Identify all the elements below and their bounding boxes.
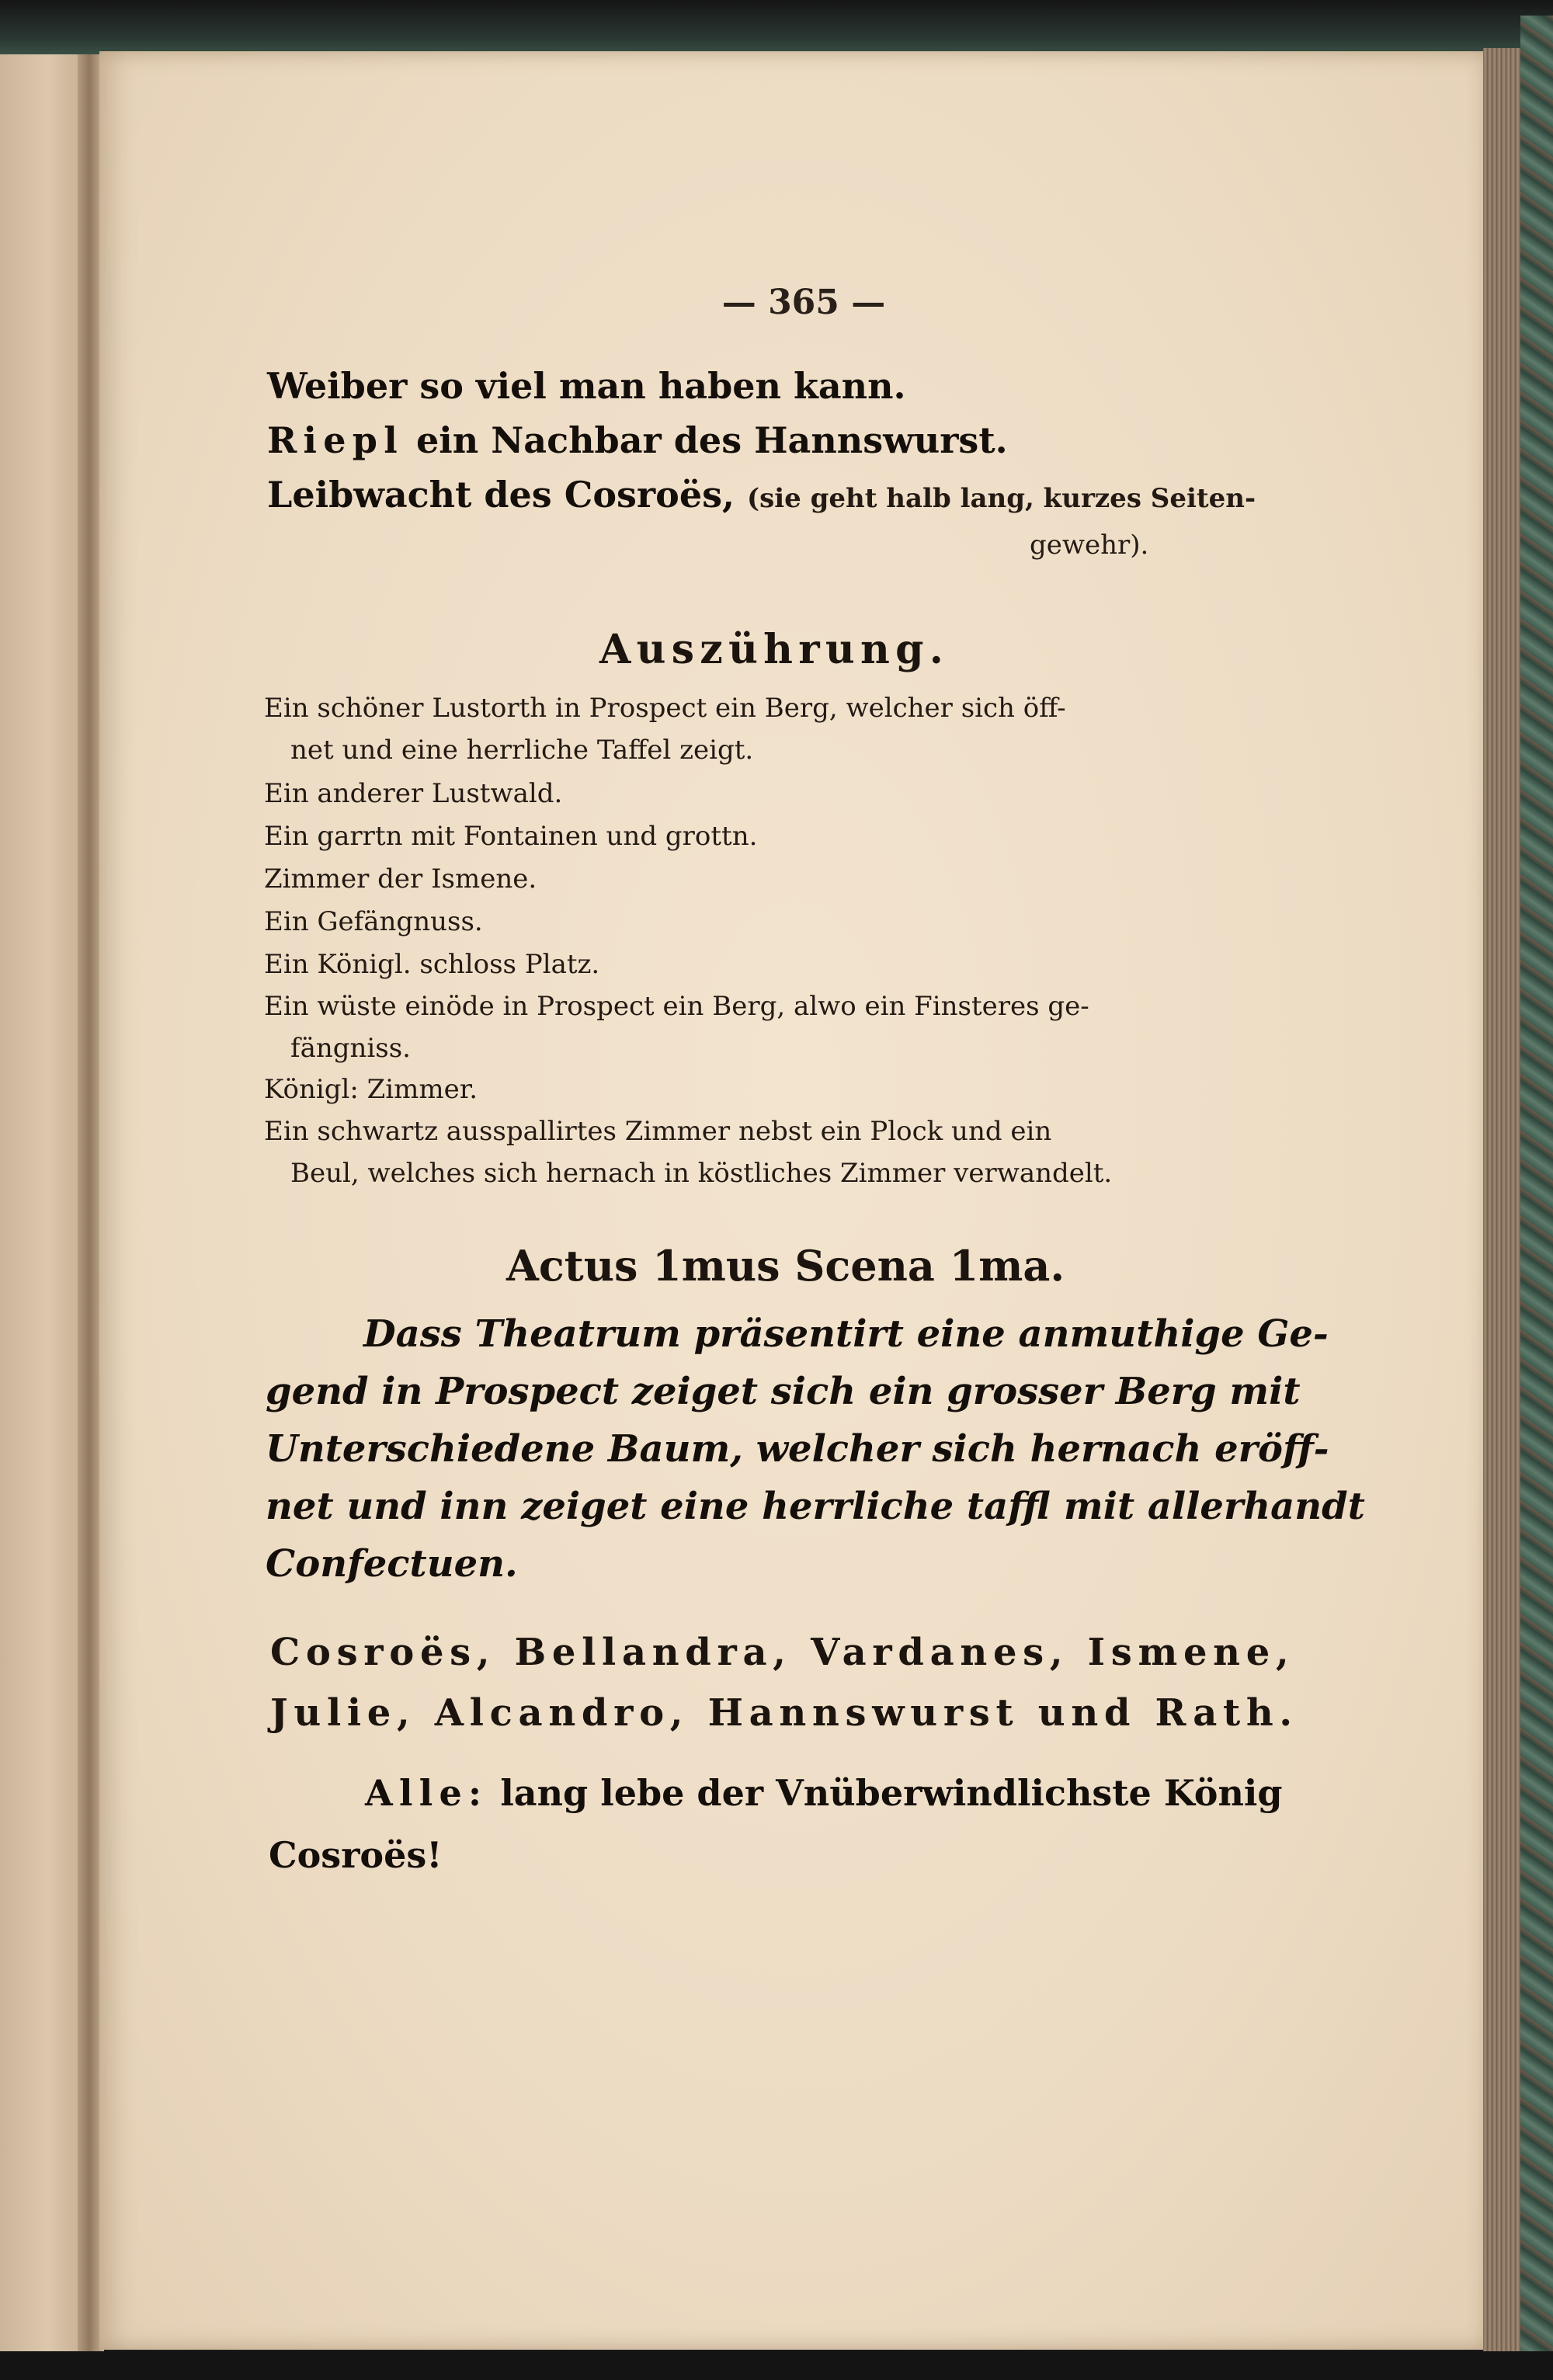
setting-item: Zimmer der Ismene.: [264, 863, 537, 895]
persona-note-cont: gewehr).: [1030, 530, 1149, 561]
setting-item: Königl: Zimmer.: [264, 1074, 478, 1105]
persona-desc: ein Nachbar des Hannswurst.: [416, 419, 1008, 461]
persona-note: (sie geht halb lang, kurzes Seiten-: [747, 483, 1256, 514]
scene-heading: Actus 1mus Scena 1ma.: [506, 1241, 1065, 1291]
scan-bottom-edge: [0, 2351, 1553, 2380]
left-page-edge: [0, 54, 87, 2353]
setting-item: Beul, welches sich hernach in köstliches Zimmer verwandelt.: [290, 1158, 1113, 1189]
dialogue-line-cont: Cosroës!: [269, 1834, 443, 1876]
setting-item: Ein Gefängnuss.: [264, 906, 483, 937]
page-number: 365: [768, 283, 839, 322]
setting-item: net und eine herrliche Taffel zeigt.: [290, 735, 754, 766]
stage-direction-line: net und inn zeiget eine herrliche taffl mit allerhandt: [266, 1485, 1365, 1528]
setting-item: Ein wüste einöde in Prospect ein Berg, alwo ein Finsteres ge-: [264, 991, 1089, 1022]
setting-item: fängniss.: [290, 1033, 411, 1064]
marbled-cover: [1520, 16, 1553, 2353]
stage-direction-line: Dass Theatrum präsentirt eine anmuthige Ge-: [363, 1312, 1329, 1356]
cast-line: Cosroës, Bellandra, Vardanes, Ismene,: [270, 1631, 1295, 1674]
stage-direction-line: gend in Prospect zeiget sich ein grosser Berg mit: [266, 1370, 1301, 1413]
persona-line: [267, 474, 1256, 516]
setting-item: Ein garrtn mit Fontainen und grottn.: [264, 821, 758, 852]
scan-top-edge: [0, 0, 1553, 58]
dialogue-line: [365, 1772, 1283, 1814]
cast-line: Julie, Alcandro, Hannswurst und Rath.: [270, 1691, 1298, 1735]
persona-line: Weiber so viel man haben kann.: [267, 365, 906, 407]
settings-heading: Auszührung.: [599, 626, 950, 673]
stage-direction-line: Unterschiedene Baum, welcher sich hernach eröff-: [266, 1427, 1329, 1471]
page-number-line: — 365 —: [721, 283, 886, 322]
page-stack-edges: [1483, 48, 1522, 2354]
stage-direction-line: Confectuen.: [266, 1542, 518, 1586]
persona-line: [267, 419, 1008, 461]
setting-item: Ein schöner Lustorth in Prospect ein Berg, welcher sich öff-: [264, 693, 1066, 724]
persona-name: Leibwacht des Cosroës,: [267, 474, 735, 516]
persona-name: Riepl: [267, 419, 405, 461]
setting-item: Ein schwartz ausspallirtes Zimmer nebst ein Plock und ein: [264, 1116, 1052, 1147]
dialogue-text: lang lebe der Vnüberwindlichste König: [500, 1772, 1283, 1814]
setting-item: Ein anderer Lustwald.: [264, 778, 563, 809]
dialogue-speaker: Alle:: [365, 1772, 488, 1814]
setting-item: Ein Königl. schloss Platz.: [264, 949, 600, 980]
